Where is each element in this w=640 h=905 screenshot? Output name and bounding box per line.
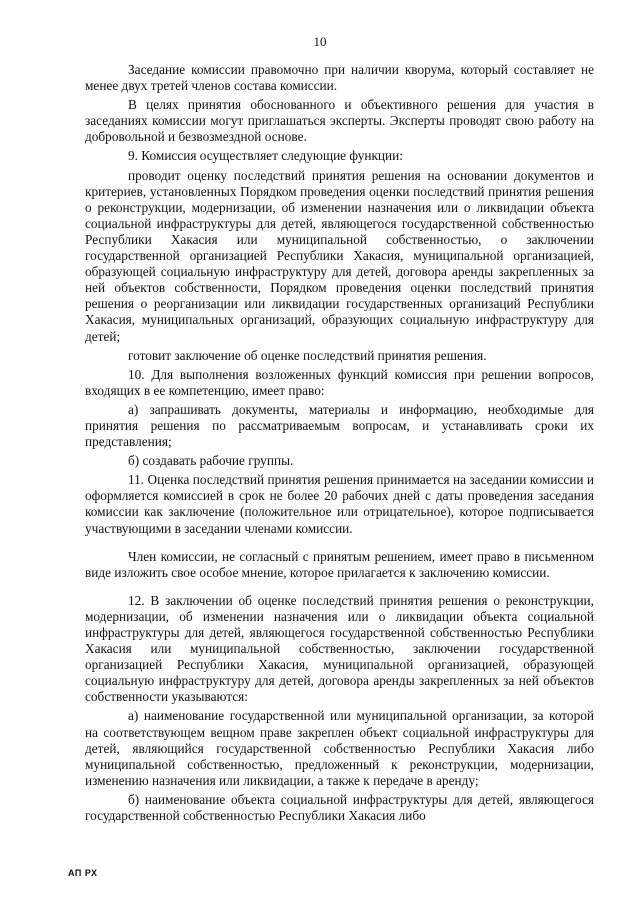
paragraph-dissent: Член комиссии, не согласный с принятым решением, имеет право в письменном виде изложить свое особое мнение, которое прилагается к заключению комиссии.: [85, 548, 594, 580]
paragraph-function-assessment: проводит оценку последствий принятия решения на основании документов и критериев, установленных Порядком проведения оценки последствий принятия решения о реконструкции, модернизации, об изменении назначения или о ликвидации объекта социальной инфраструктуры для детей, являющегося государственной собственностью Республики Хакасия или муниципальной собственностью, о заключении государственной организацией Республики Хакасия, муниципальной организацией, образующей социальную инфраструктуру для детей, договора аренды закрепленных за ней объектов собственности, Порядком проведения оценки последствий принятия решения о реорганизации или ликвидации государственных организаций Республики Хакасия, муниципальных организаций, образующих социальную инфраструктуру для детей;: [85, 167, 594, 344]
footer-mark: АП РХ: [68, 868, 98, 878]
paragraph-experts: В целях принятия обоснованного и объективного решения для участия в заседаниях комиссии могут приглашаться эксперты. Эксперты проводят свою работу на добровольной и безвозмездной основе.: [85, 97, 594, 145]
document-body: [85, 62, 594, 827]
paragraph-item-12: 12. В заключении об оценке последствий принятия решения о реконструкции, модернизации, об изменении назначения или о ликвидации объекта социальной инфраструктуры для детей, являющегося государственной собственностью Республики Хакасия или муниципальной собственностью, заключении государственной организацией Республики Хакасия, муниципальной организацией, образующей социальную инфраструктуру для детей, договора аренды закрепленных за ней объектов собственности указываются:: [85, 592, 594, 705]
paragraph-item-10: 10. Для выполнения возложенных функций комиссия при решении вопросов, входящих в ее компетенцию, имеет право:: [85, 366, 594, 398]
paragraph-item-9: 9. Комиссия осуществляет следующие функции:: [128, 148, 403, 164]
page-number: 10: [313, 34, 327, 49]
paragraph-function-conclusion: готовит заключение об оценке последствий принятия решения.: [128, 347, 487, 363]
paragraph-right-a: а) запрашивать документы, материалы и информацию, необходимые для принятия решения по рассматриваемым вопросам, и устанавливать сроки их представления;: [85, 401, 594, 450]
paragraph-quorum: Заседание комиссии правомочно при наличии кворума, который составляет не менее двух третей членов состава комиссии.: [85, 62, 594, 94]
paragraph-item-12-a: а) наименование государственной или муниципальной организации, за которой на соответствующем вещном праве закреплен объект социальной инфраструктуры для детей, являющийся государственной собственностью Республики Хакасия либо муниципальной собственностью, предложенный к реконструкции, модернизации, изменению назначения или ликвидации, а также к передаче в аренду;: [85, 708, 594, 788]
paragraph-item-12-b: б) наименование объекта социальной инфраструктуры для детей, являющегося государственной собственностью Республики Хакасия либо: [85, 791, 594, 824]
paragraph-right-b: б) создавать рабочие группы.: [128, 453, 294, 469]
paragraph-item-11: 11. Оценка последствий принятия решения принимается на заседании комиссии и оформляется комиссией в срок не более 20 рабочих дней с даты проведения заседания комиссии как заключение (положительное или отрицательное), которое подписывается участвующими в заседании членами комиссии.: [85, 472, 594, 536]
